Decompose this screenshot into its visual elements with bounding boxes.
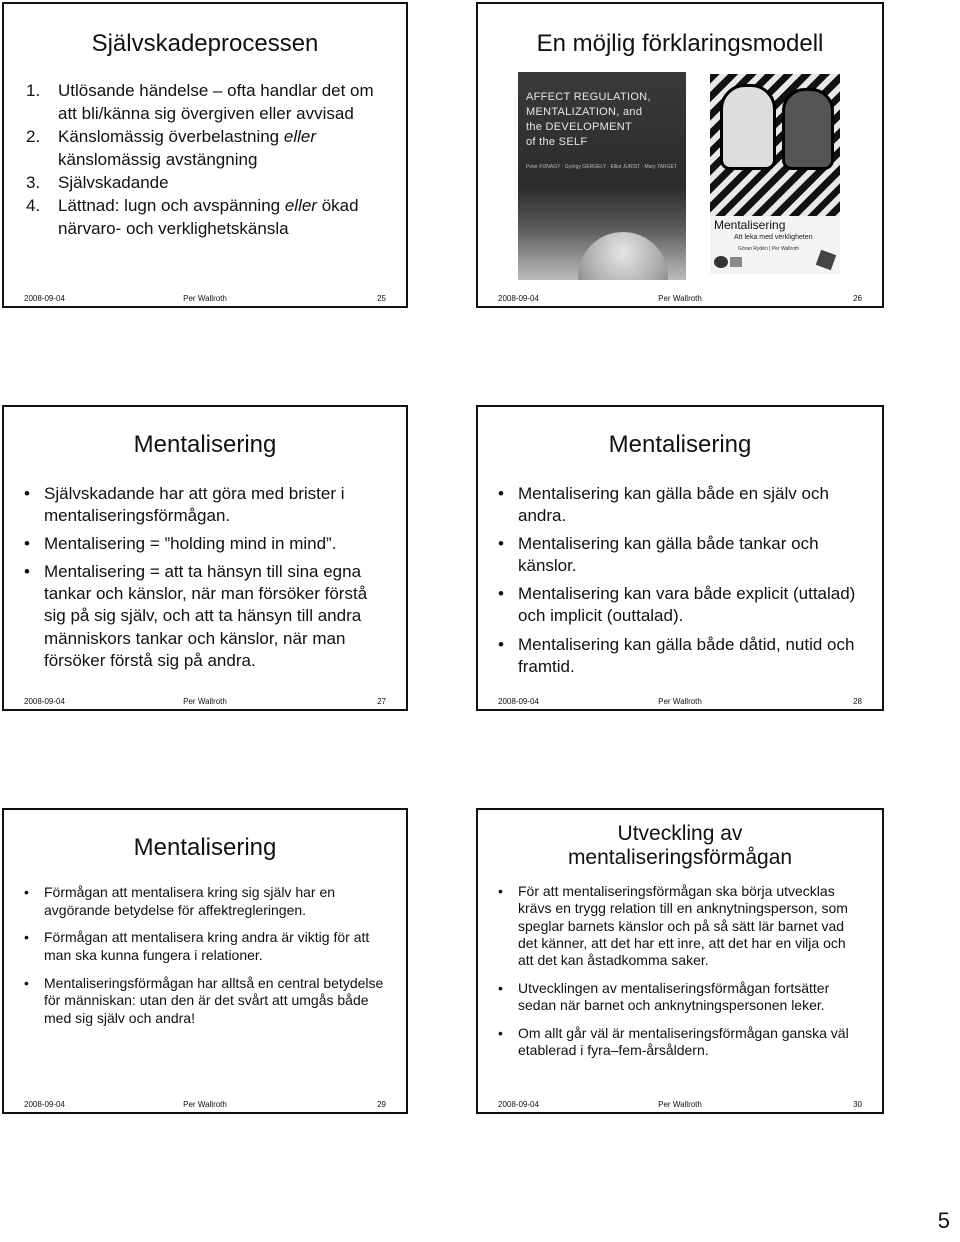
bullet-list (24, 884, 388, 1037)
footer-page: 27 (377, 697, 386, 706)
list-item: • Mentalisering kan gälla både en själv och andra. (498, 484, 829, 526)
publisher-logo (816, 250, 837, 271)
bullet-list (24, 483, 390, 678)
list-item: • Om allt går väl är mentaliseringsförmågan ganska väl etablerad i fyra–fem-årsåldern. (498, 1024, 849, 1058)
footer-author: Per Wallroth (183, 697, 227, 706)
list-item: • För att mentaliseringsförmågan ska börja utvecklas krävs en trygg relation till en anknytningsperson, som speglar barnets känslor och på så sätt lär barnet vad det känner, att det har ett inre, att det har en vilja och att det kan åstadkomma saker. (498, 883, 848, 969)
footer-author: Per Wallroth (658, 697, 702, 706)
slide-30 (476, 808, 884, 1114)
list-item: • Självskadande har att göra med brister i mentaliseringsförmågan. (24, 484, 345, 526)
list-item: • Förmågan att mentalisera kring andra är viktig för att man ska kunna fungera i relationer. (24, 929, 370, 963)
publisher-logo (730, 257, 742, 267)
footer-date: 2008-09-04 (24, 1100, 65, 1109)
list-item: • Förmågan att mentalisera kring sig själv har en avgörande betydelse för affektregleringen. (24, 884, 336, 918)
slide-26 (476, 2, 884, 308)
book-title: AFFECT REGULATION, MENTALIZATION, and the DEVELOPMENT of the SELF (526, 91, 651, 148)
slide-title: Mentalisering (133, 431, 277, 458)
footer-page: 28 (853, 697, 862, 706)
book-cover-affect-regulation (518, 72, 686, 280)
list-item: • Mentalisering kan gälla både dåtid, nutid och framtid. (498, 634, 855, 676)
publisher-logo (714, 256, 728, 268)
slide-title: Självskadeprocessen (91, 30, 319, 57)
footer-date: 2008-09-04 (24, 294, 65, 303)
list-item: • Mentalisering kan vara både explicit (uttalad) och implicit (outtalad). (498, 584, 856, 626)
numbered-list (26, 80, 388, 241)
book-authors: Göran Rydén | Per Wallroth (738, 246, 800, 252)
list-item: • Mentalisering = att ta hänsyn till sina egna tankar och känslor, när man försöker förstå sig på sig själv, och att ta hänsyn till andra människors tankar och känslor, när man försöker förstå sig på andra. (24, 562, 368, 670)
bullet-list (498, 483, 866, 684)
footer-page: 29 (377, 1100, 386, 1109)
slide-title: En möjlig förklaringsmodell (536, 30, 824, 57)
list-item: • Mentaliseringsförmågan har alltså en central betydelse för människan: utan den är det svårt att umgås både med sig själv och andra! (24, 974, 384, 1026)
slide-29 (2, 808, 408, 1114)
footer-page: 25 (377, 294, 386, 303)
footer-author: Per Wallroth (658, 294, 702, 303)
list-item: 3. Självskadande (26, 172, 169, 192)
slide-25 (2, 2, 408, 308)
slide-title: Mentalisering (608, 431, 752, 458)
list-item: • Utvecklingen av mentaliseringsförmågan fortsätter sedan när barnet och anknytningspersonen leker. (498, 979, 830, 1014)
book-title: Mentalisering (714, 218, 786, 232)
slide-title: Mentalisering (133, 834, 277, 861)
list-item: • Mentalisering = ”holding mind in mind”. (24, 534, 337, 554)
slide-27 (2, 405, 408, 711)
list-item: 2. Känslomässig överbelastning eller känslomässig avstängning (26, 126, 316, 169)
footer-author: Per Wallroth (658, 1100, 702, 1109)
footer-page: 30 (853, 1100, 862, 1109)
book-subtitle: Att leka med verkligheten (734, 234, 813, 241)
book-cover-mentalisering (710, 74, 840, 274)
footer-date: 2008-09-04 (498, 294, 539, 303)
list-item: • Mentalisering kan gälla både tankar och känslor. (498, 534, 819, 576)
slide-28 (476, 405, 884, 711)
bullet-list (498, 883, 864, 1069)
footer-author: Per Wallroth (183, 1100, 227, 1109)
page-number: 5 (937, 1208, 950, 1233)
picasso-artwork (710, 74, 840, 216)
book-authors: Peter FONAGY · György GERGELY · Elliot JURIST · Mary TARGET (526, 164, 677, 170)
list-item: 4. Lättnad: lugn och avspänning eller ökad närvaro- och verklighetskänsla (26, 195, 359, 238)
hands-image (578, 232, 668, 280)
footer-page: 26 (853, 294, 862, 303)
footer-date: 2008-09-04 (498, 1100, 539, 1109)
footer-author: Per Wallroth (183, 294, 227, 303)
slide-title: Utveckling av mentaliseringsförmågan (567, 822, 793, 870)
list-item: 1. Utlösande händelse – ofta handlar det om att bli/känna sig övergiven eller avvisad (26, 81, 374, 123)
footer-date: 2008-09-04 (498, 697, 539, 706)
footer-date: 2008-09-04 (24, 697, 65, 706)
